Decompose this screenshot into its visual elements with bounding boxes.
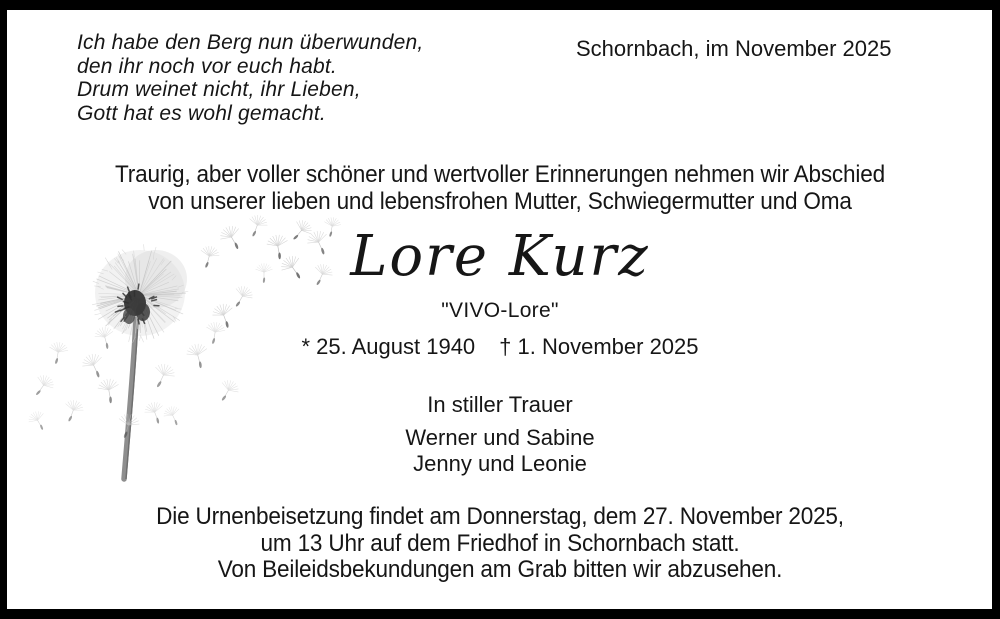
funeral-info-block: [30, 504, 970, 584]
death-date: † 1. November 2025: [499, 334, 699, 359]
birth-date: * 25. August 1940: [301, 334, 476, 359]
poem-line: Gott hat es wohl gemacht.: [77, 101, 326, 125]
intro-line: von unserer lieben und lebensfrohen Mutter, Schwiegermutter und Oma: [148, 188, 852, 215]
mourner-line: Werner und Sabine: [405, 425, 595, 450]
life-dates: [0, 334, 1000, 360]
poem-line: den ihr noch vor euch habt.: [77, 54, 337, 78]
mourning-title: In stiller Trauer: [427, 392, 573, 417]
place-dateline: Schornbach, im November 2025: [576, 36, 892, 61]
mourner-line: Jenny und Leonie: [413, 451, 587, 476]
intro-line: Traurig, aber voller schöner und wertvoller Erinnerungen nehmen wir Abschied: [115, 161, 885, 188]
funeral-line: Die Urnenbeisetzung findet am Donnerstag, dem 27. November 2025,: [156, 503, 844, 530]
deceased-name: Lore Kurz: [350, 224, 650, 289]
poem-line: Ich habe den Berg nun überwunden,: [77, 31, 424, 54]
nickname: "VIVO-Lore": [441, 299, 559, 322]
poem-line: Drum weinet nicht, ihr Lieben,: [77, 78, 361, 101]
poem-block: [77, 31, 423, 125]
funeral-line: Von Beileidsbekundungen am Grab bitten wir abzusehen.: [217, 556, 783, 583]
funeral-line: um 13 Uhr auf dem Friedhof in Schornbach statt.: [260, 529, 740, 557]
intro-block: [30, 161, 970, 215]
